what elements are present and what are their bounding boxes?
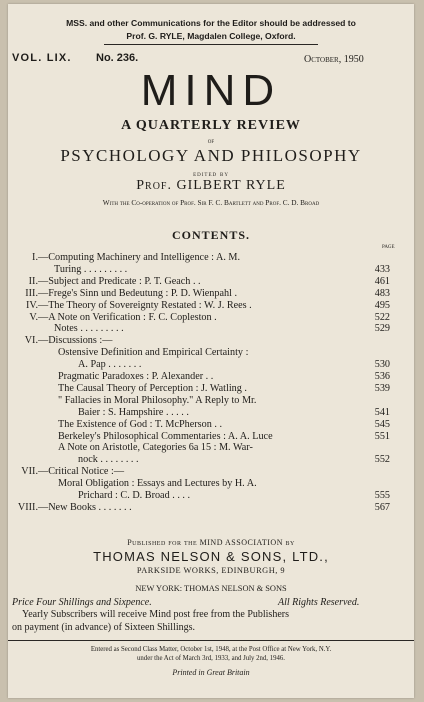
contents-row-title: —The Theory of Sovereignty Restated : W. J. Rees .: [38, 299, 252, 311]
contents-row-page: 555: [374, 490, 390, 501]
rights-line: All Rights Reserved.: [278, 597, 360, 608]
contents-row-page: 529: [374, 323, 390, 335]
journal-subject: PSYCHOLOGY AND PHILOSOPHY: [60, 146, 362, 165]
contents-row-number: III.: [25, 287, 38, 299]
contents-row-number: VIII.: [17, 501, 38, 513]
contents-row: [8, 288, 414, 300]
contents-row-title: Pragmatic Paradoxes : P. Alexander . .: [58, 371, 214, 382]
contents-row-title: Turing . . . . . . . . .: [54, 263, 128, 275]
contents-row-title: " Fallacies in Moral Philosophy." A Reply to Mr.: [58, 394, 257, 406]
contents-row: [8, 431, 414, 443]
journal-cover: [8, 4, 414, 698]
contents-row-title: Berkeley's Philosophical Commentaries : A. A. Luce: [58, 430, 273, 442]
contents-row-title: —New Books . . . . . . .: [38, 501, 132, 513]
page-column-label: page: [382, 243, 395, 250]
contents-row-title: —Subject and Predicate : P. T. Geach . .: [38, 275, 201, 287]
contents-row: [8, 312, 414, 324]
edited-by-label: edited by: [193, 169, 229, 178]
contents-row-number: II.: [28, 275, 38, 287]
new-york-line: NEW YORK: THOMAS NELSON & SONS: [135, 584, 287, 593]
contents-row-page: 522: [374, 311, 390, 323]
contents-row: [8, 478, 414, 490]
contents-row-page: 541: [374, 406, 390, 418]
contents-row-page: 433: [374, 263, 390, 275]
contents-row-title: —Computing Machinery and Intelligence : A. M.: [38, 252, 241, 263]
contents-row-number: V.: [29, 311, 38, 323]
contents-row-title: Moral Obligation : Essays and Lectures by H. A.: [58, 478, 257, 490]
contents-row-title: Notes . . . . . . . . .: [54, 323, 124, 335]
contents-row: [8, 490, 414, 502]
contents-row: [8, 395, 414, 407]
editor-notice-line2: Prof. G. RYLE, Magdalen College, Oxford.: [126, 31, 296, 41]
printed-in-line: Printed in Great Britain: [172, 668, 250, 677]
journal-subtitle: A QUARTERLY REVIEW: [121, 118, 301, 133]
issue-date: October, 1950: [304, 54, 364, 65]
editor-notice-line1: MSS. and other Communications for the Editor should be addressed to: [66, 18, 356, 28]
contents-heading: CONTENTS.: [171, 228, 251, 242]
subscribers-line1: Yearly Subscribers will receive Mind post free from the Publishers: [22, 609, 289, 620]
contents-row: [8, 454, 414, 466]
contents-row-title: The Existence of God : T. McPherson . .: [58, 418, 223, 430]
contents-row-page: 545: [374, 418, 390, 430]
contents-row: [8, 359, 414, 371]
footer-divider: [8, 640, 414, 641]
contents-row-number: VI.: [24, 335, 38, 347]
contents-row-title: The Causal Theory of Perception : J. Watling .: [58, 382, 247, 394]
contents-row-page: 539: [374, 382, 390, 394]
contents-row-title: A. Pap . . . . . . .: [78, 359, 142, 371]
notice-underline: [104, 44, 318, 45]
contents-row-page: 530: [374, 359, 390, 371]
contents-row: [8, 323, 414, 335]
cooperation-line: With the Co-operation of Prof. Sir F. C. Bartlett and Prof. C. D. Broad: [102, 198, 320, 207]
contents-row-page: 495: [374, 299, 390, 311]
publisher-name: THOMAS NELSON & SONS, LTD.,: [93, 549, 329, 564]
contents-row-page: 567: [374, 501, 390, 513]
contents-row: [8, 466, 414, 478]
contents-row: [8, 442, 414, 454]
issue-number: No. 236.: [96, 52, 139, 64]
entry-line1: Entered as Second Class Matter, October 1st, 1948, at the Post Office at New York, N.Y.: [90, 646, 332, 653]
contents-row-number: IV.: [26, 299, 38, 311]
contents-row-page: 483: [374, 287, 390, 299]
contents-row: [8, 347, 414, 359]
contents-row-number: I.: [32, 252, 38, 263]
publisher-address: PARKSIDE WORKS, EDINBURGH, 9: [136, 566, 286, 575]
contents-row-number: VII.: [21, 466, 38, 478]
contents-row-title: —A Note on Verification : F. C. Copleston .: [38, 311, 217, 323]
editor-name: Prof. GILBERT RYLE: [136, 178, 286, 193]
contents-row-title: —Discussions :—: [38, 335, 113, 347]
contents-row-title: A Note on Aristotle, Categories 6a 15 : M. War-: [58, 442, 253, 454]
entry-line2: under the Act of March 3rd, 1933, and July 2nd, 1946.: [137, 655, 285, 662]
price-line: Price Four Shillings and Sixpence.: [12, 597, 152, 608]
subscribers-line2: on payment (in advance) of Sixteen Shillings.: [12, 622, 196, 633]
published-for-line: Published for the MIND ASSOCIATION by: [127, 538, 295, 547]
contents-row-title: Ostensive Definition and Empirical Certainty :: [58, 347, 249, 359]
contents-row: [8, 407, 414, 419]
contents-row-page: 461: [374, 275, 390, 287]
contents-row-title: Prichard : C. D. Broad . . . .: [78, 490, 191, 501]
contents-row-title: Baier : S. Hampshire . . . . .: [78, 406, 189, 418]
contents-row: [8, 502, 414, 514]
contents-row-title: —Frege's Sinn und Bedeutung : P. D. Wienpahl .: [38, 287, 238, 299]
contents-row-page: 552: [374, 454, 390, 466]
contents-row: [8, 252, 414, 264]
contents-row-title: —Critical Notice :—: [38, 466, 125, 478]
contents-row-page: 536: [374, 371, 390, 382]
contents-row: [8, 383, 414, 395]
of-label: of: [207, 137, 215, 145]
contents-row-page: 551: [374, 430, 390, 442]
contents-row-title: nock . . . . . . . .: [78, 454, 139, 466]
contents-row: [8, 300, 414, 312]
journal-title: MIND: [140, 66, 282, 115]
contents-row: [8, 371, 414, 383]
volume-number: VOL. LIX.: [12, 52, 72, 64]
contents-row: [8, 419, 414, 431]
contents-row: [8, 264, 414, 276]
contents-row: [8, 276, 414, 288]
contents-row: [8, 335, 414, 347]
